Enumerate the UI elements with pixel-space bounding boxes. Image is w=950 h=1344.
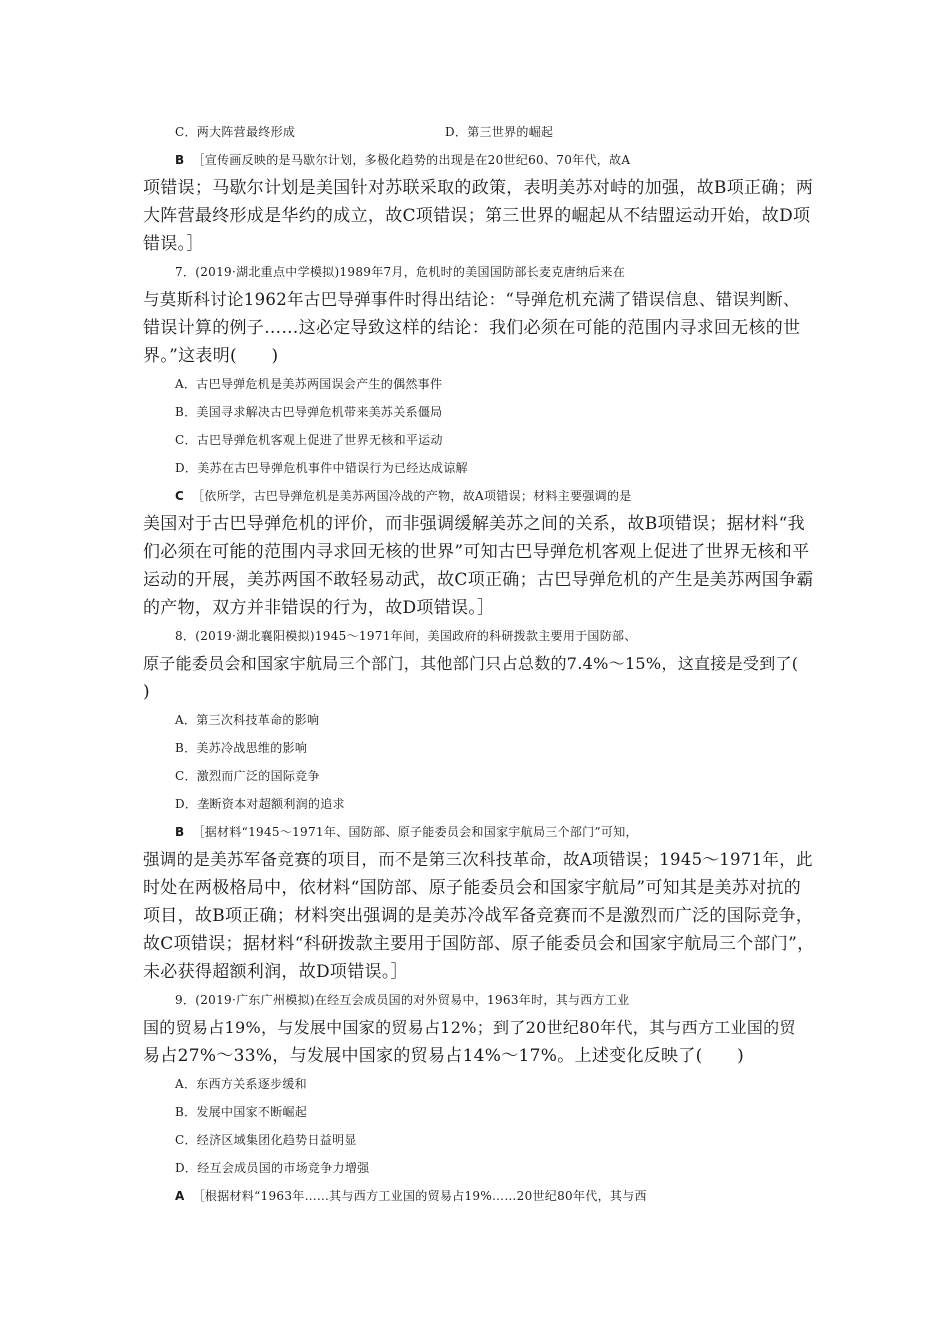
option-d: D．垄断资本对超额利润的追求 bbox=[175, 797, 345, 811]
question-8-stem: 8．(2019·湖北襄阳模拟)1945～1971年间，美国政府的科研拨款主要用于国防部、 bbox=[175, 629, 637, 643]
text-line: 强调的是美苏军备竞赛的项目，而不是第三次科技革命，故A项错误；1945～1971年，此 bbox=[143, 850, 813, 869]
answer-explanation: ［宣传画反映的是马歇尔计划，多极化趋势的出现是在20世纪60、70年代，故A bbox=[192, 153, 631, 167]
text-line: ) bbox=[143, 682, 150, 702]
text-line: 项目，故B项正确；材料突出强调的是美苏冷战军备竞赛而不是激烈而广泛的国际竞争， bbox=[143, 906, 814, 926]
text-line: 错误。］ bbox=[143, 234, 204, 254]
answer-q9-line bbox=[175, 1182, 847, 1210]
text-line: 国的贸易占19%，与发展中国家的贸易占12%；到了20世纪80年代，其与西方工业国的贸 bbox=[143, 1018, 796, 1037]
option-c: C．古巴导弹危机客观上促进了世界无核和平运动 bbox=[175, 433, 443, 447]
option-b: B．美苏冷战思维的影响 bbox=[175, 741, 308, 755]
option-a: A．古巴导弹危机是美苏两国误会产生的偶然事件 bbox=[175, 377, 443, 391]
text-line: 易占27%～33%，与发展中国家的贸易占14%～17%。上述变化反映了( ) bbox=[143, 1046, 745, 1066]
text-line: 美国对于古巴导弹危机的评价，而非强调缓解美苏之间的关系，故B项错误；据材料“我 bbox=[143, 514, 805, 534]
text-line: 的产物，双方并非错误的行为，故D项错误。］ bbox=[143, 598, 495, 618]
option-c-q6 bbox=[175, 118, 847, 146]
text-line: 未必获得超额利润，故D项错误。］ bbox=[143, 962, 408, 982]
option-b: B．发展中国家不断崛起 bbox=[175, 1105, 308, 1119]
option-c: C．激烈而广泛的国际竞争 bbox=[175, 769, 320, 783]
option-d: D．经互会成员国的市场竞争力增强 bbox=[175, 1161, 370, 1175]
text-line: 项错误；马歇尔计划是美国针对苏联采取的政策，表明美苏对峙的加强，故B项正确；两 bbox=[143, 178, 814, 198]
answer-q8-line bbox=[175, 818, 847, 846]
answer-q7-line bbox=[175, 482, 847, 510]
question-7-stem: 7．(2019·湖北重点中学模拟)1989年7月，危机时的美国国防部长麦克唐纳后来在 bbox=[175, 265, 626, 279]
text-line: 原子能委员会和国家宇航局三个部门，其他部门只占总数的7.4%～15%，这直接是受到了( bbox=[143, 654, 799, 673]
option-c-text: C．两大阵营最终形成 bbox=[175, 125, 296, 139]
text-line: 界。”这表明( ) bbox=[143, 346, 279, 366]
text-line: 与莫斯科讨论1962年古巴导弹事件时得出结论：“导弹危机充满了错误信息、错误判断、 bbox=[143, 290, 800, 309]
answer-letter: B bbox=[175, 153, 185, 167]
option-d: D．美苏在古巴导弹危机事件中错误行为已经达成谅解 bbox=[175, 461, 468, 475]
text-line: 故C项错误；据材料“科研拨款主要用于国防部、原子能委员会和国家宇航局三个部门”， bbox=[143, 934, 815, 954]
text-line: 错误计算的例子……这必定导致这样的结论：我们必须在可能的范围内寻求回无核的世 bbox=[143, 318, 801, 338]
option-b: B．美国寻求解决古巴导弹危机带来美苏关系僵局 bbox=[175, 405, 443, 419]
answer-letter: B bbox=[175, 825, 185, 839]
text-line: 运动的开展，美苏两国不敢轻易动武，故C项正确；古巴导弹危机的产生是美苏两国争霸 bbox=[143, 570, 814, 590]
option-a: A．第三次科技革命的影响 bbox=[175, 713, 320, 727]
answer-letter: A bbox=[175, 1189, 185, 1203]
text-line: 大阵营最终形成是华约的成立，故C项错误；第三世界的崛起从不结盟运动开始，故D项 bbox=[143, 206, 811, 226]
answer-q6-line bbox=[175, 146, 847, 174]
option-d-text: D．第三世界的崛起 bbox=[445, 125, 554, 139]
option-a: A．东西方关系逐步缓和 bbox=[175, 1077, 307, 1091]
text-line: 们必须在可能的范围内寻求回无核的世界”可知古巴导弹危机客观上促进了世界无核和平 bbox=[143, 542, 810, 562]
answer-explanation: ［根据材料“1963年……其与西方工业国的贸易占19%……20世纪80年代，其与西 bbox=[192, 1189, 647, 1203]
question-9-stem: 9．(2019·广东广州模拟)在经互会成员国的对外贸易中，1963年时，其与西方工业 bbox=[175, 993, 630, 1007]
text-line: 时处在两极格局中，依材料“国防部、原子能委员会和国家宇航局”可知其是美苏对抗的 bbox=[143, 878, 802, 898]
option-c: C．经济区域集团化趋势日益明显 bbox=[175, 1133, 357, 1147]
answer-explanation: ［据材料“1945～1971年、国防部、原子能委员会和国家宇航局三个部门”可知， bbox=[192, 825, 638, 839]
answer-letter: C bbox=[175, 489, 185, 503]
answer-explanation: ［依所学，古巴导弹危机是美苏两国冷战的产物，故A项错误；材料主要强调的是 bbox=[192, 489, 632, 503]
